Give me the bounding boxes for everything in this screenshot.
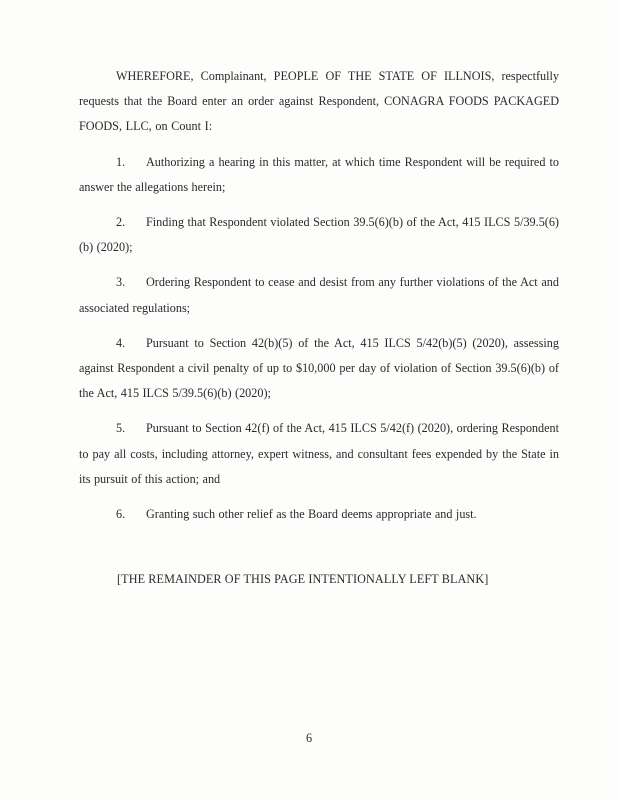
relief-item-number: 2. [116,215,126,230]
relief-item-text: Granting such other relief as the Board deems appropriate and just. [146,507,477,522]
relief-item-text: Pursuant to Section 42(f) of the Act, 415 ILCS 5/42(f) (2020), ordering Respondent to pay all costs, including attorney, expert witness, and consultant fees expended by the State in its pursuit of this action; and [79,421,559,486]
intentionally-blank-notice: [THE REMAINDER OF THIS PAGE INTENTIONALLY LEFT BLANK] [117,572,489,586]
relief-item-5 [79,416,559,492]
relief-item-text: Finding that Respondent violated Section 39.5(6)(b) of the Act, 415 ILCS 5/39.5(6)(b) (2020); [79,215,559,255]
relief-item-3 [79,270,559,320]
relief-item-text: Pursuant to Section 42(b)(5) of the Act, 415 ILCS 5/42(b)(5) (2020), assessing against Respondent a civil penalty of up to $10,000 per day of violation of Section 39.5(6)(b) of the Act, 415 ILCS 5/39.5(6)(b) (2020); [79,335,559,401]
relief-item-text: Authorizing a hearing in this matter, at which time Respondent will be required to answer the allegations herein; [79,154,559,194]
relief-item-6 [79,502,559,527]
wherefore-paragraph: WHEREFORE, Complainant, PEOPLE OF THE STATE OF ILLNOIS, respectfully requests that the Board enter an order against Respondent, CONAGRA FOODS PACKAGED FOODS, LLC, on Count I: [79,69,559,134]
page-number: 6 [305,731,313,745]
relief-item-number: 1. [116,154,126,169]
relief-item-text: Ordering Respondent to cease and desist from any further violations of the Act and associated regulations; [79,275,559,315]
relief-item-1 [79,150,559,200]
relief-item-4 [79,331,559,407]
document-body [79,64,559,527]
relief-item-2 [79,210,559,260]
relief-item-number: 3. [116,275,126,290]
relief-item-number: 6. [116,507,126,522]
relief-item-number: 5. [116,421,126,436]
relief-item-number: 4. [116,335,126,350]
